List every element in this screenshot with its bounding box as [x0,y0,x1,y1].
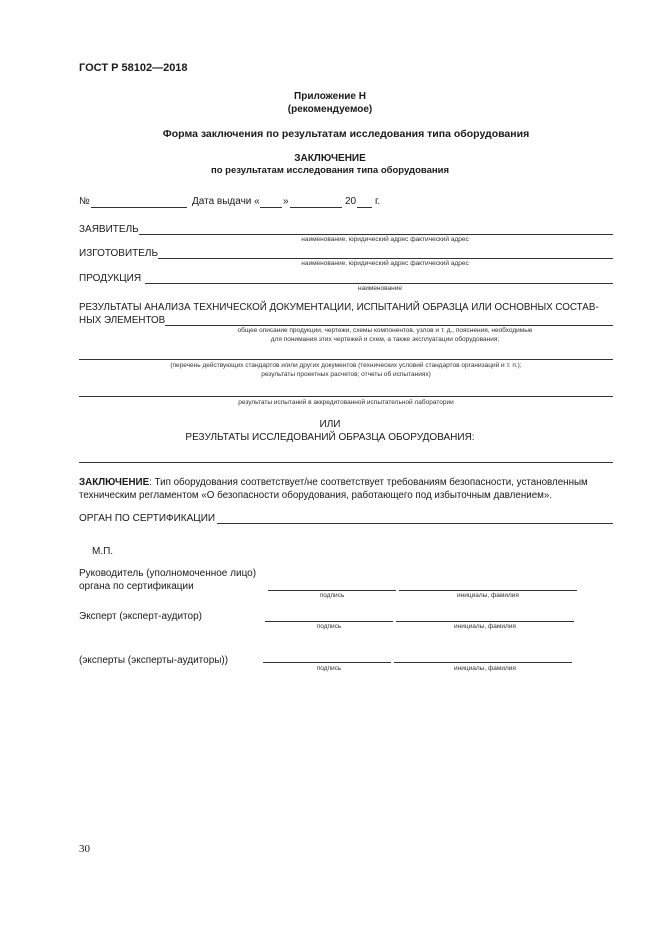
product-field[interactable] [145,283,613,284]
page-number: 30 [79,843,90,855]
year-field[interactable] [357,207,372,208]
conclusion-subtitle: по результатам исследования типа оборудования [211,165,449,176]
applicant-field[interactable] [139,234,613,235]
conclusion-text1: : Тип оборудования соответствует/не соответствует требованиям безопасности, установленным [149,477,588,488]
conclusion-title: ЗАКЛЮЧЕНИЕ [294,153,366,164]
conclusion-label: ЗАКЛЮЧЕНИЕ [79,477,150,488]
signatory-1-label2: органа по сертификации [79,581,194,592]
analysis-field[interactable] [165,325,613,326]
manufacturer-label: ИЗГОТОВИТЕЛЬ [79,248,159,259]
certification-body-label: ОРГАН ПО СЕРТИФИКАЦИИ [79,513,216,524]
conclusion-text2: техническим регламентом «О безопасности оборудования, работающего под избыточным давлением». [79,490,553,501]
analysis-hint3: (перечень действующих стандартов и/или других документов (технических условий стандартов организаций и т. п.); [170,362,522,369]
manufacturer-hint: наименование, юридический адрес фактический адрес [301,260,469,267]
standard-code: ГОСТ Р 58102—2018 [79,62,188,74]
signatory-2-label: Эксперт (эксперт-аудитор) [79,611,202,622]
certification-body-field[interactable] [217,523,613,524]
number-sign: № [79,196,90,207]
signatory-1-name-hint: инициалы, фамилия [457,592,519,599]
form-title: Форма заключения по результатам исследования типа оборудования [162,128,530,140]
analysis-hint2: для понимания этих чертежей и схем, а также эксплуатации оборудования; [270,336,500,343]
conclusion-text-line1 [79,477,588,488]
month-field[interactable] [290,207,342,208]
signatory-1-name-field[interactable] [399,590,577,591]
signatory-3-signature-field[interactable] [263,662,391,663]
day-field[interactable] [260,207,282,208]
product-label: ПРОДУКЦИЯ [79,273,142,284]
analysis-hint4: результаты проектных расчетов; отчеты об испытаниях) [261,371,431,378]
analysis-line1: РЕЗУЛЬТАТЫ АНАЛИЗА ТЕХНИЧЕСКОЙ ДОКУМЕНТАЦИИ, ИСПЫТАНИЙ ОБРАЗЦА ИЛИ ОСНОВНЫХ СОСТАВ- [79,302,599,313]
year-suffix: г. [375,196,381,207]
signatory-3-name-field[interactable] [394,662,572,663]
signatory-2-sign-hint: подпись [316,623,342,630]
number-field[interactable] [91,207,187,208]
appendix-subtitle: (рекомендуемое) [287,104,373,115]
year-prefix: 20 [345,196,357,207]
signatory-1-label1: Руководитель (уполномоченное лицо) [79,568,257,579]
applicant-label: ЗАЯВИТЕЛЬ [79,224,139,235]
signatory-1-signature-field[interactable] [268,590,396,591]
product-hint: наименование [358,285,402,292]
lab-results-field[interactable] [79,396,613,397]
signatory-3-name-hint: инициалы, фамилия [454,665,516,672]
signatory-3-label: (эксперты (эксперты-аудиторы)) [79,655,229,666]
signatory-2-name-field[interactable] [396,621,574,622]
analysis-line2: НЫХ ЭЛЕМЕНТОВ [79,315,166,326]
quote-close: » [283,196,289,207]
stamp-label: М.П. [92,546,114,557]
signatory-2-name-hint: инициалы, фамилия [454,623,516,630]
standards-field[interactable] [79,359,613,360]
signatory-3-sign-hint: подпись [316,665,342,672]
or-label: ИЛИ [319,419,341,430]
research-results-field[interactable] [79,462,613,463]
appendix-title: Приложение Н [294,91,366,102]
signatory-1-sign-hint: подпись [319,592,345,599]
manufacturer-field[interactable] [158,258,613,259]
signatory-2-signature-field[interactable] [265,621,393,622]
issue-date-label: Дата выдачи « [192,196,260,207]
applicant-hint: наименование, юридический адрес фактический адрес [301,236,469,243]
analysis-hint1: общее описание продукции, чертежи, схемы компонентов, узлов и т. д., пояснения, необходимые [237,327,533,334]
analysis-hint5: результаты испытаний в аккредитованной испытательной лаборатории [238,399,454,406]
research-results-label: РЕЗУЛЬТАТЫ ИССЛЕДОВАНИЙ ОБРАЗЦА ОБОРУДОВАНИЯ: [185,432,475,443]
